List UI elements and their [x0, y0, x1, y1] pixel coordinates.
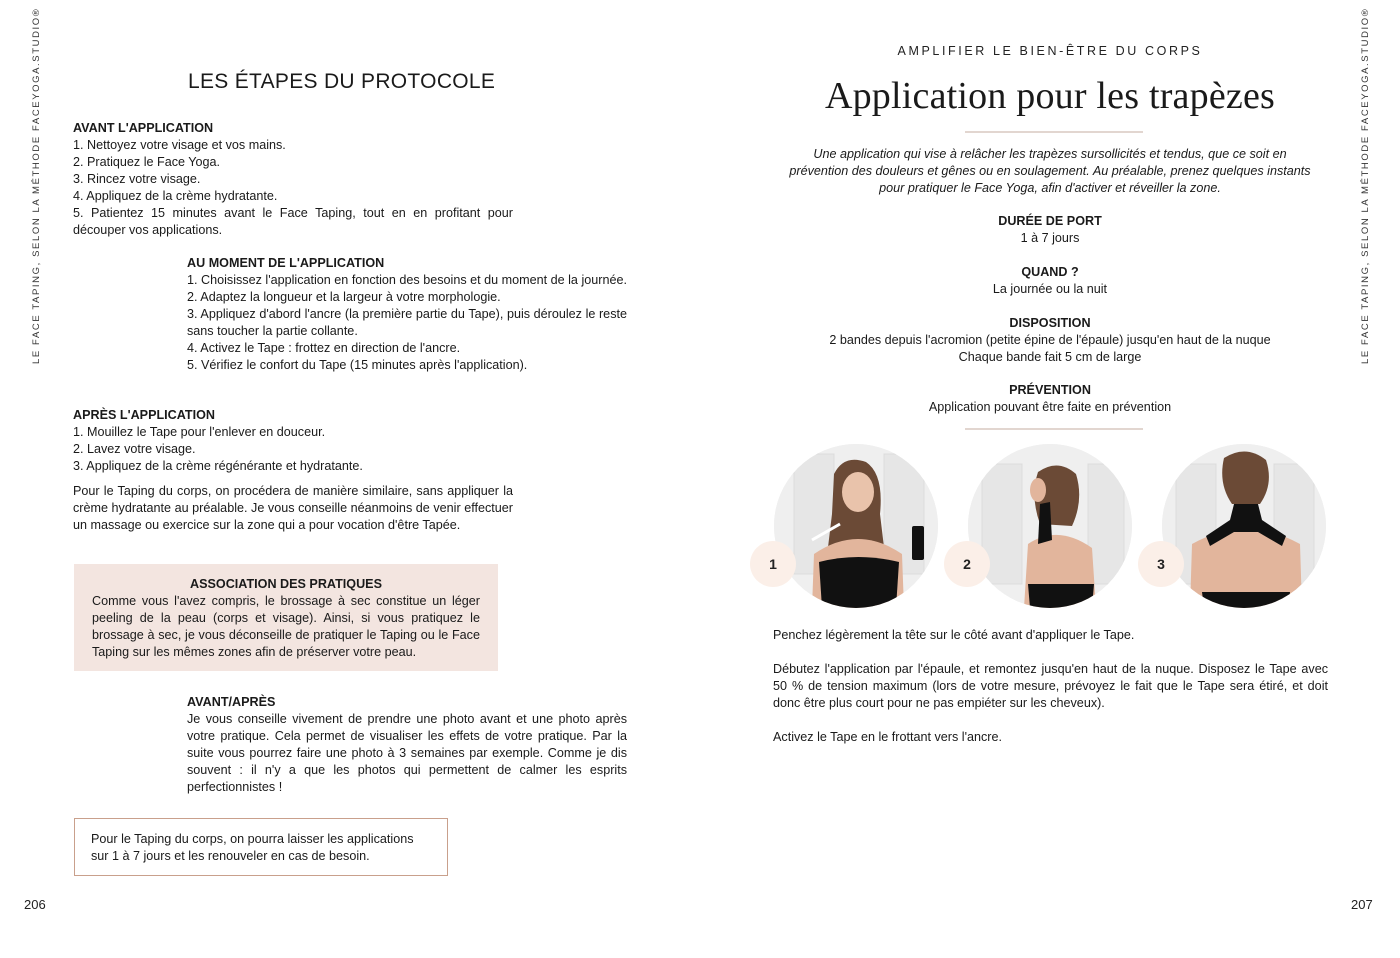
- list-item: 1. Choisissez l'application en fonction des besoins et du moment de la journée.: [187, 273, 627, 287]
- instruction-paragraph: Activez le Tape en le frottant vers l'ancre.: [773, 730, 1002, 744]
- spec-prevention: [700, 382, 1400, 416]
- spec-value: 1 à 7 jours: [1020, 231, 1080, 245]
- list-item: 5. Patientez 15 minutes avant le Face Taping, tout en en profitant pour découper vos applications.: [73, 206, 513, 237]
- page-number: 207: [1351, 897, 1373, 912]
- list-item: 2. Lavez votre visage.: [73, 442, 196, 456]
- section-apres-application: [73, 407, 513, 475]
- page-title: LES ÉTAPES DU PROTOCOLE: [188, 70, 496, 93]
- callout-text: Comme vous l'avez compris, le brossage à sec constitue un léger peeling de la peau (corps et visage). Ainsi, si vous pratiquez le brossage à sec, je vous déconseille de pratiquer le Taping ou le Face Taping sur les mêmes zones afin de préserver votre peau.: [92, 594, 480, 659]
- tip-box: Pour le Taping du corps, on pourra laisser les applications sur 1 à 7 jours et les renouveler en cas de besoin.: [74, 818, 448, 876]
- section-avant-apres: [187, 694, 627, 796]
- chapter-kicker: AMPLIFIER LE BIEN-ÊTRE DU CORPS: [897, 44, 1203, 58]
- step-badge-1: 1: [750, 541, 796, 587]
- woman-side-photo-icon: [968, 444, 1132, 608]
- list-item: 1. Nettoyez votre visage et vos mains.: [73, 138, 286, 152]
- list-item: 2. Adaptez la longueur et la largeur à votre morphologie.: [187, 290, 501, 304]
- list-item: 2. Pratiquez le Face Yoga.: [73, 155, 221, 169]
- list-item: 3. Appliquez d'abord l'ancre (la première partie du Tape), puis déroulez le reste sans toucher la partie collante.: [187, 307, 627, 338]
- spec-quand: [700, 264, 1400, 298]
- section-text: Je vous conseille vivement de prendre une photo avant et une photo après votre pratique. Cela permet de visualiser les effets de votre pratique. Par la suite vous pourrez faire une photo à 3 semaines par exemple. Comme je dis souvent : il n'y a que les photos qui permettent de calmer les esprits perfectionnistes !: [187, 712, 627, 794]
- list-item: 3. Rincez votre visage.: [73, 172, 201, 186]
- section-heading: APRÈS L'APPLICATION: [73, 408, 215, 422]
- list-item: 4. Appliquez de la crème hydratante.: [73, 189, 278, 203]
- step-photo-3: [1162, 444, 1326, 608]
- corps-paragraph: Pour le Taping du corps, on procédera de manière similaire, sans appliquer la crème hydratante au préalable. Je vous conseille néanmoins de venir effectuer un massage ou exercice sur la zone qui a pour vocation d'être Tapée.: [73, 484, 513, 532]
- spec-value: La journée ou la nuit: [992, 282, 1108, 296]
- section-avant-application: [73, 120, 513, 239]
- instruction-paragraph: Débutez l'application par l'épaule, et remontez jusqu'en haut de la nuque. Disposez le Tape avec 50 % de tension maximum (lors de votre mesure, prévoyez le fait que le Tape sera étiré, et doit donc être plus court pour ne pas empiéter sur les cheveux).: [773, 662, 1328, 710]
- spec-heading: QUAND ?: [1021, 265, 1079, 279]
- woman-front-photo-icon: [774, 444, 938, 608]
- running-header-right: LE FACE TAPING, SELON LA MÉTHODE FACEYOGA.STUDIO®: [1360, 7, 1371, 364]
- callout-heading: ASSOCIATION DES PRATIQUES: [190, 577, 382, 591]
- section-heading: AU MOMENT DE L'APPLICATION: [187, 256, 385, 270]
- divider: [965, 428, 1143, 430]
- page-title: Application pour les trapèzes: [824, 75, 1276, 117]
- step-photos: [700, 444, 1400, 609]
- intro-text: Une application qui vise à relâcher les trapèzes sursollicités et tendus, que ce soit en prévention des douleurs et gênes ou en soulagement. Au préalable, prenez quelques instants pour pratiquer le Face Yoga, afin d'activer et réveiller la zone.: [789, 147, 1311, 195]
- running-header-left: LE FACE TAPING, SELON LA MÉTHODE FACEYOGA.STUDIO®: [31, 7, 42, 364]
- list-item: 1. Mouillez le Tape pour l'enlever en douceur.: [73, 425, 326, 439]
- page-number: 206: [24, 897, 46, 912]
- step-badge-2: 2: [944, 541, 990, 587]
- spec-duree: [700, 213, 1400, 247]
- step-photo-2: [968, 444, 1132, 608]
- list-item: 5. Vérifiez le confort du Tape (15 minutes après l'application).: [187, 358, 528, 372]
- section-moment-application: [187, 255, 627, 374]
- spec-value: Application pouvant être faite en prévention: [928, 400, 1172, 414]
- spec-heading: DISPOSITION: [1009, 316, 1091, 330]
- instruction-paragraph: Penchez légèrement la tête sur le côté avant d'appliquer le Tape.: [773, 628, 1135, 642]
- instructions-body: [773, 627, 1328, 763]
- divider: [965, 131, 1143, 133]
- spec-heading: DURÉE DE PORT: [998, 214, 1102, 228]
- spec-heading: PRÉVENTION: [1009, 383, 1091, 397]
- section-heading: AVANT L'APPLICATION: [73, 121, 214, 135]
- list-item: 3. Appliquez de la crème régénérante et hydratante.: [73, 459, 363, 473]
- spec-disposition: [700, 315, 1400, 366]
- step-photo-1: [774, 444, 938, 608]
- spec-value: 2 bandes depuis l'acromion (petite épine de l'épaule) jusqu'en haut de la nuque: [829, 333, 1271, 347]
- spec-value: Chaque bande fait 5 cm de large: [958, 350, 1142, 364]
- section-heading: AVANT/APRÈS: [187, 695, 276, 709]
- step-badge-3: 3: [1138, 541, 1184, 587]
- woman-back-photo-icon: [1162, 444, 1326, 608]
- list-item: 4. Activez le Tape : frottez en direction de l'ancre.: [187, 341, 461, 355]
- association-callout: [74, 564, 498, 671]
- right-page: [700, 0, 1400, 958]
